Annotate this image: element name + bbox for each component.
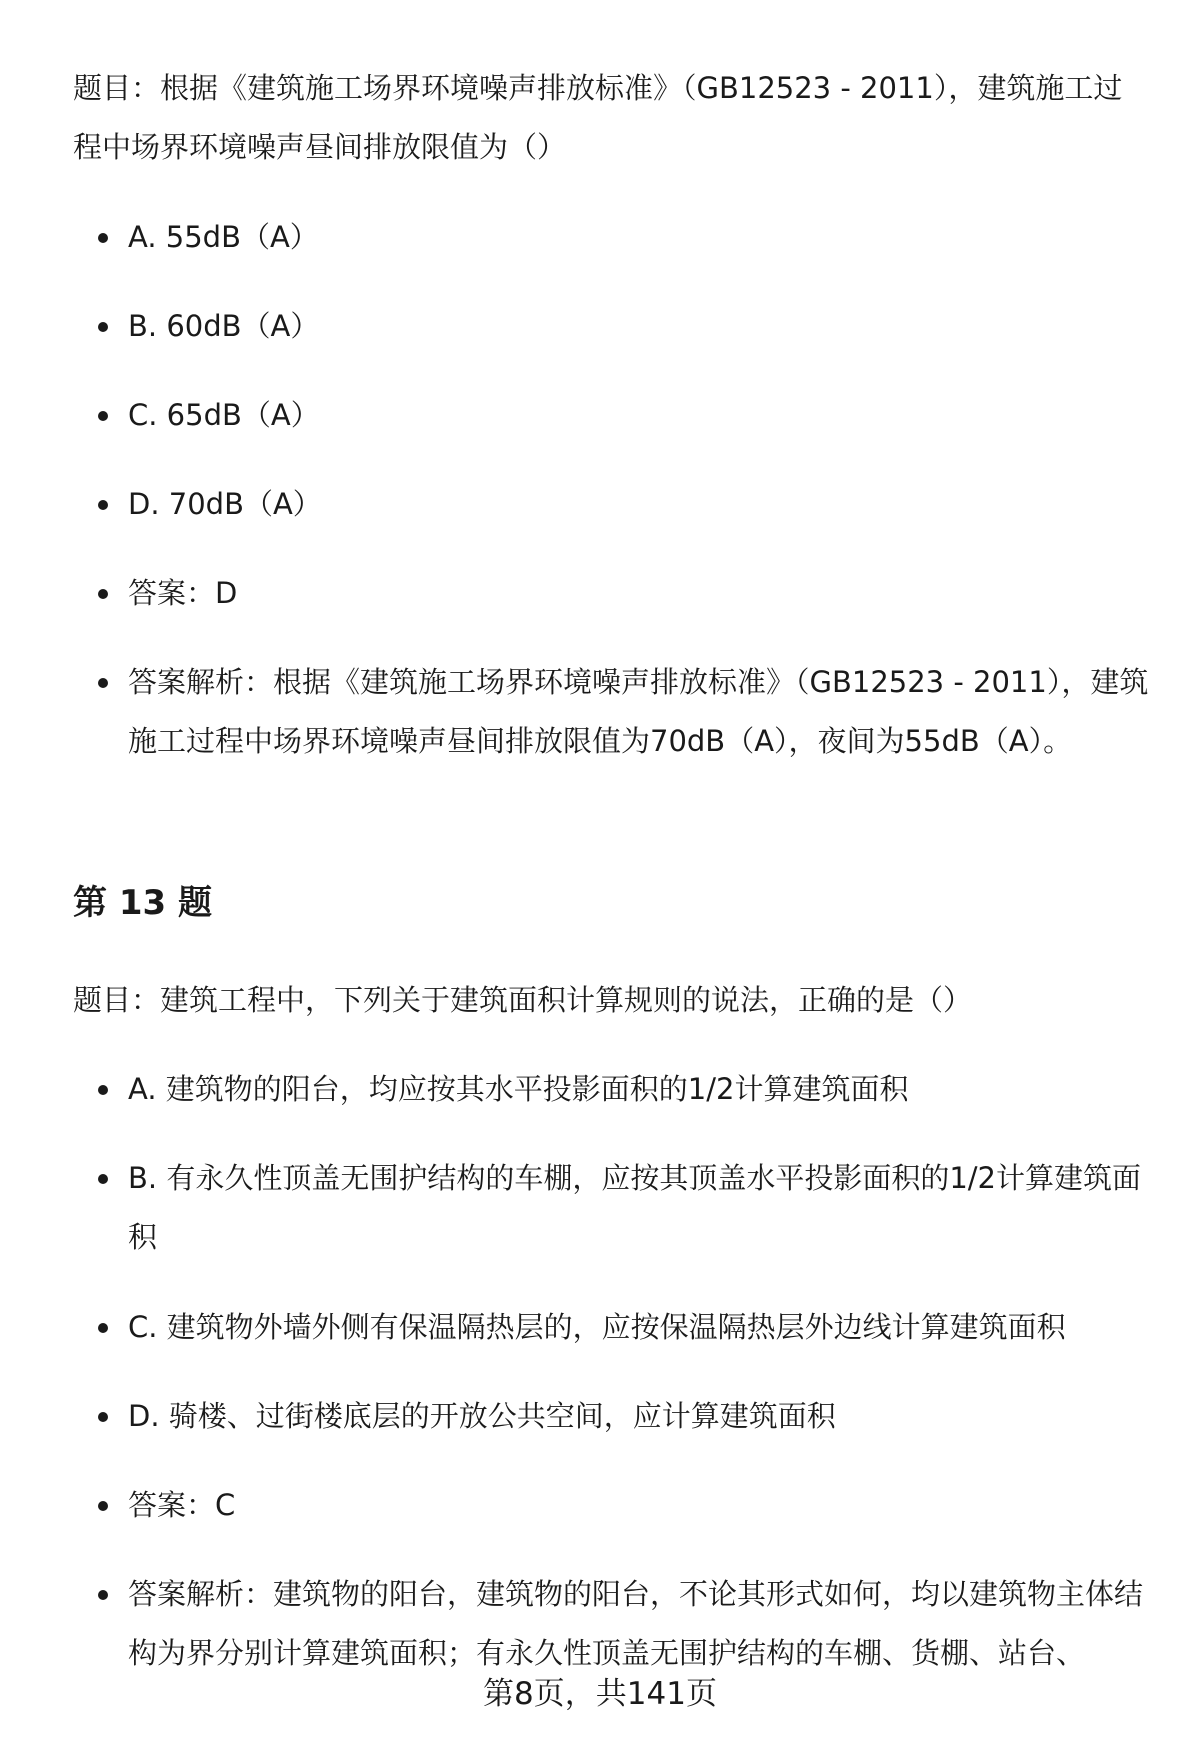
option-text: A. 55dB（A） bbox=[128, 220, 319, 254]
option-item bbox=[73, 1387, 1153, 1446]
bullet-icon bbox=[98, 678, 108, 688]
answer-text: 答案：D bbox=[128, 576, 238, 610]
bullet-icon bbox=[98, 500, 108, 510]
bullet-icon bbox=[98, 1174, 108, 1184]
question-stem: 题目：建筑工程中，下列关于建筑面积计算规则的说法，正确的是（） bbox=[73, 983, 973, 1017]
option-item bbox=[73, 1298, 1153, 1357]
analysis-text: 答案解析：根据《建筑施工场界环境噪声排放标准》（GB12523 - 2011），建筑施工过程中场界环境噪声昼间排放限值为70dB（A），夜间为55dB（A）。 bbox=[128, 665, 1149, 758]
analysis-text: 答案解析：建筑物的阳台，建筑物的阳台，不论其形式如何，均以建筑物主体结构为界分别计算建筑面积；有永久性顶盖无围护结构的车棚、货棚、站台、 bbox=[128, 1577, 1144, 1670]
bullet-icon bbox=[98, 1412, 108, 1422]
option-text: A. 建筑物的阳台，均应按其水平投影面积的1/2计算建筑面积 bbox=[128, 1072, 909, 1106]
option-text: C. 65dB（A） bbox=[128, 398, 320, 432]
option-item bbox=[73, 208, 1153, 267]
analysis-item bbox=[73, 653, 1153, 771]
bullet-icon bbox=[98, 1085, 108, 1095]
option-item bbox=[73, 1060, 1153, 1119]
option-text: C. 建筑物外墙外侧有保温隔热层的，应按保温隔热层外边线计算建筑面积 bbox=[128, 1310, 1066, 1344]
bullet-icon bbox=[98, 233, 108, 243]
analysis-item bbox=[73, 1565, 1153, 1683]
option-item bbox=[73, 297, 1153, 356]
bullet-icon bbox=[98, 1590, 108, 1600]
option-text: B. 有永久性顶盖无围护结构的车棚，应按其顶盖水平投影面积的1/2计算建筑面积 bbox=[128, 1161, 1142, 1254]
bullet-icon bbox=[98, 322, 108, 332]
answer-text: 答案：C bbox=[128, 1488, 236, 1522]
option-text: D. 70dB（A） bbox=[128, 487, 322, 521]
bullet-icon bbox=[98, 589, 108, 599]
bullet-icon bbox=[98, 1501, 108, 1511]
bullet-icon bbox=[98, 411, 108, 421]
option-item bbox=[73, 386, 1153, 445]
question-stem: 题目：根据《建筑施工场界环境噪声排放标准》（GB12523 - 2011），建筑施工过程中场界环境噪声昼间排放限值为（） bbox=[73, 71, 1123, 164]
option-text: D. 骑楼、过街楼底层的开放公共空间，应计算建筑面积 bbox=[128, 1399, 836, 1433]
bullet-icon bbox=[98, 1323, 108, 1333]
question-heading: 第 13 题 bbox=[73, 883, 212, 923]
answer-item bbox=[73, 1476, 1153, 1535]
page-number-footer: 第8页，共141页 bbox=[483, 1676, 717, 1712]
option-item bbox=[73, 475, 1153, 534]
option-item bbox=[73, 1149, 1153, 1267]
answer-item bbox=[73, 564, 1153, 623]
option-text: B. 60dB（A） bbox=[128, 309, 320, 343]
